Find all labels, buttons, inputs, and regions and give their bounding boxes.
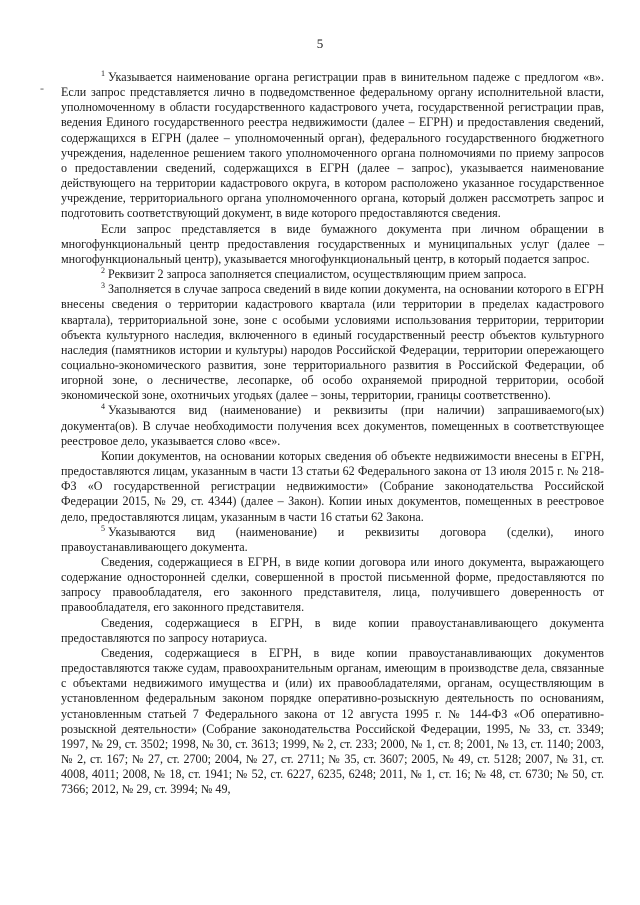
paragraph-text: Если запрос представляется в виде бумажного документа при личном обращении в многофункциональный центр предоставления государственных и муниципальных услуг (далее – многофункциональный центр), указывается многофункциональный центр, в который подается запрос. [61, 221, 604, 266]
footnote-marker: 2 [101, 266, 105, 276]
footnote-marker: 5 [101, 523, 105, 533]
paragraph-text: Указывается наименование органа регистрации прав в винительном падеже с предлогом «в». Если запрос представляется лично в подведомственное федеральному органу исполнительной власти, уполномоченному в области государственного кадастрового учета, государственной регистрации прав, ведения Единого государственного реестра недвижимости (далее – ЕГРН) и предоставления сведений, содержащихся в ЕГРН (далее – уполномоченный орган), федерального государственного бюджетного учреждения, наделенное решением такого уполномоченного органа полномочиями по приему запросов о предоставлении сведений, содержащихся в ЕГРН (далее – запрос), указывается наименование действующего на территории кадастрового округа, в котором расположено указанное государственное учреждение, территориального органа уполномоченного органа, который должен рассмотреть запрос и подготовить соответствующий документ, в виде которого предоставляются сведения. [61, 70, 604, 221]
footnotes-body [61, 70, 604, 798]
footnote-marker: 1 [101, 69, 105, 78]
footnote-5-paragraph [61, 525, 604, 555]
footnote-3-paragraph [61, 282, 604, 403]
footnote-1-paragraph [61, 70, 604, 222]
paragraph [61, 616, 604, 646]
paragraph [61, 222, 604, 267]
footnote-marker: 4 [101, 402, 105, 412]
paragraph [61, 646, 604, 798]
paragraph-text: Копии документов, на основании которых сведения об объекте недвижимости внесены в ЕГРН, предоставляются лицам, указанным в части 13 статьи 62 Федерального закона от 13 июля 2015 г. № 218-ФЗ «О государственной регистрации недвижимости» (Собрание законодательства Российской Федерации 2015, № 29, ст. 4344) (далее – Закон). Копии иных документов, помещенных в реестровое дело, предоставляются лицам, указанным в части 16 статьи 62 Закона. [61, 448, 604, 524]
footnote-marker: 3 [101, 281, 105, 291]
paragraph [61, 555, 604, 616]
paragraph-text: Сведения, содержащиеся в ЕГРН, в виде копии правоустанавливающего документа предоставляются по запросу нотариуса. [61, 615, 604, 645]
paragraph-text: Реквизит 2 запроса заполняется специалистом, осуществляющим прием запроса. [108, 267, 527, 282]
footnote-2-paragraph [61, 267, 604, 282]
paragraph-text: Заполняется в случае запроса сведений в виде копии документа, на основании которого в ЕГРН внесены сведения о территории кадастрового квартала (или территории в пределах кадастрового квартала), территориальной зоне, зоне с особыми условиями использования территории, территории объекта культурного наследия, включенного в единый государственный реестр объектов культурного наследия (памятников истории и культуры) народов Российской Федерации, территории опережающего социально-экономического развития, зоне территориального развития в Российской Федерации, об игорной зоне, о лесничестве, лесопарке, об особо охраняемой природной территории, особой экономической зоне, охотничьих угодьях (далее – зоны, территории, границы соответственно). [61, 282, 604, 403]
paragraph-text: Указываются вид (наименование) и реквизиты (при наличии) запрашиваемого(ых) документа(ов). В случае необходимости получения всех документов, помещенных в соответствующее реестровое дело, указывается слово «все». [61, 403, 604, 448]
paragraph-text: Сведения, содержащиеся в ЕГРН, в виде копии правоустанавливающих документов предоставляются также судам, правоохранительным органам, имеющим в производстве дела, связанные с объектами недвижимого имущества и (или) их правообладателями, органам, осуществляющим в установленном федеральным законом порядке оперативно-розыскную деятельность по основаниям, установленным статьей 7 Федерального закона от 12 августа 1995 г. № 144-ФЗ «Об оперативно-розыскной деятельности» (Собрание законодательства Российской Федерации, 1995, № 33, ст. 3349; 1997, № 29, ст. 3502; 1998, № 30, ст. 3613; 1999, № 2, ст. 233; 2000, № 1, ст. 8; 2001, № 13, ст. 1140; 2003, № 2, ст. 167; № 27, ст. 2700; 2004, № 27, ст. 2711; № 35, ст. 3607; 2005, № 49, ст. 5128; 2007, № 31, ст. 4008, 4011; 2008, № 18, ст. 1941; № 52, ст. 6227, 6235, 6248; 2011, № 1, ст. 16; № 48, ст. 6730; № 50, ст. 7366; 2012, № 29, ст. 3994; № 49, [61, 645, 604, 797]
page-number: 5 [316, 36, 324, 51]
footnote-4-paragraph [61, 403, 604, 448]
margin-mark: - [40, 81, 44, 95]
paragraph [61, 449, 604, 525]
paragraph-text: Сведения, содержащиеся в ЕГРН, в виде копии договора или иного документа, выражающего содержание односторонней сделки, совершенной в простой письменной форме, предоставляются по запросу правообладателя, его законного представителя, лица, получившего доверенность от правообладателя, его законного представителя. [61, 555, 604, 615]
paragraph-text: Указываются вид (наименование) и реквизиты договора (сделки), иного правоустанавливающего документа. [61, 524, 604, 554]
